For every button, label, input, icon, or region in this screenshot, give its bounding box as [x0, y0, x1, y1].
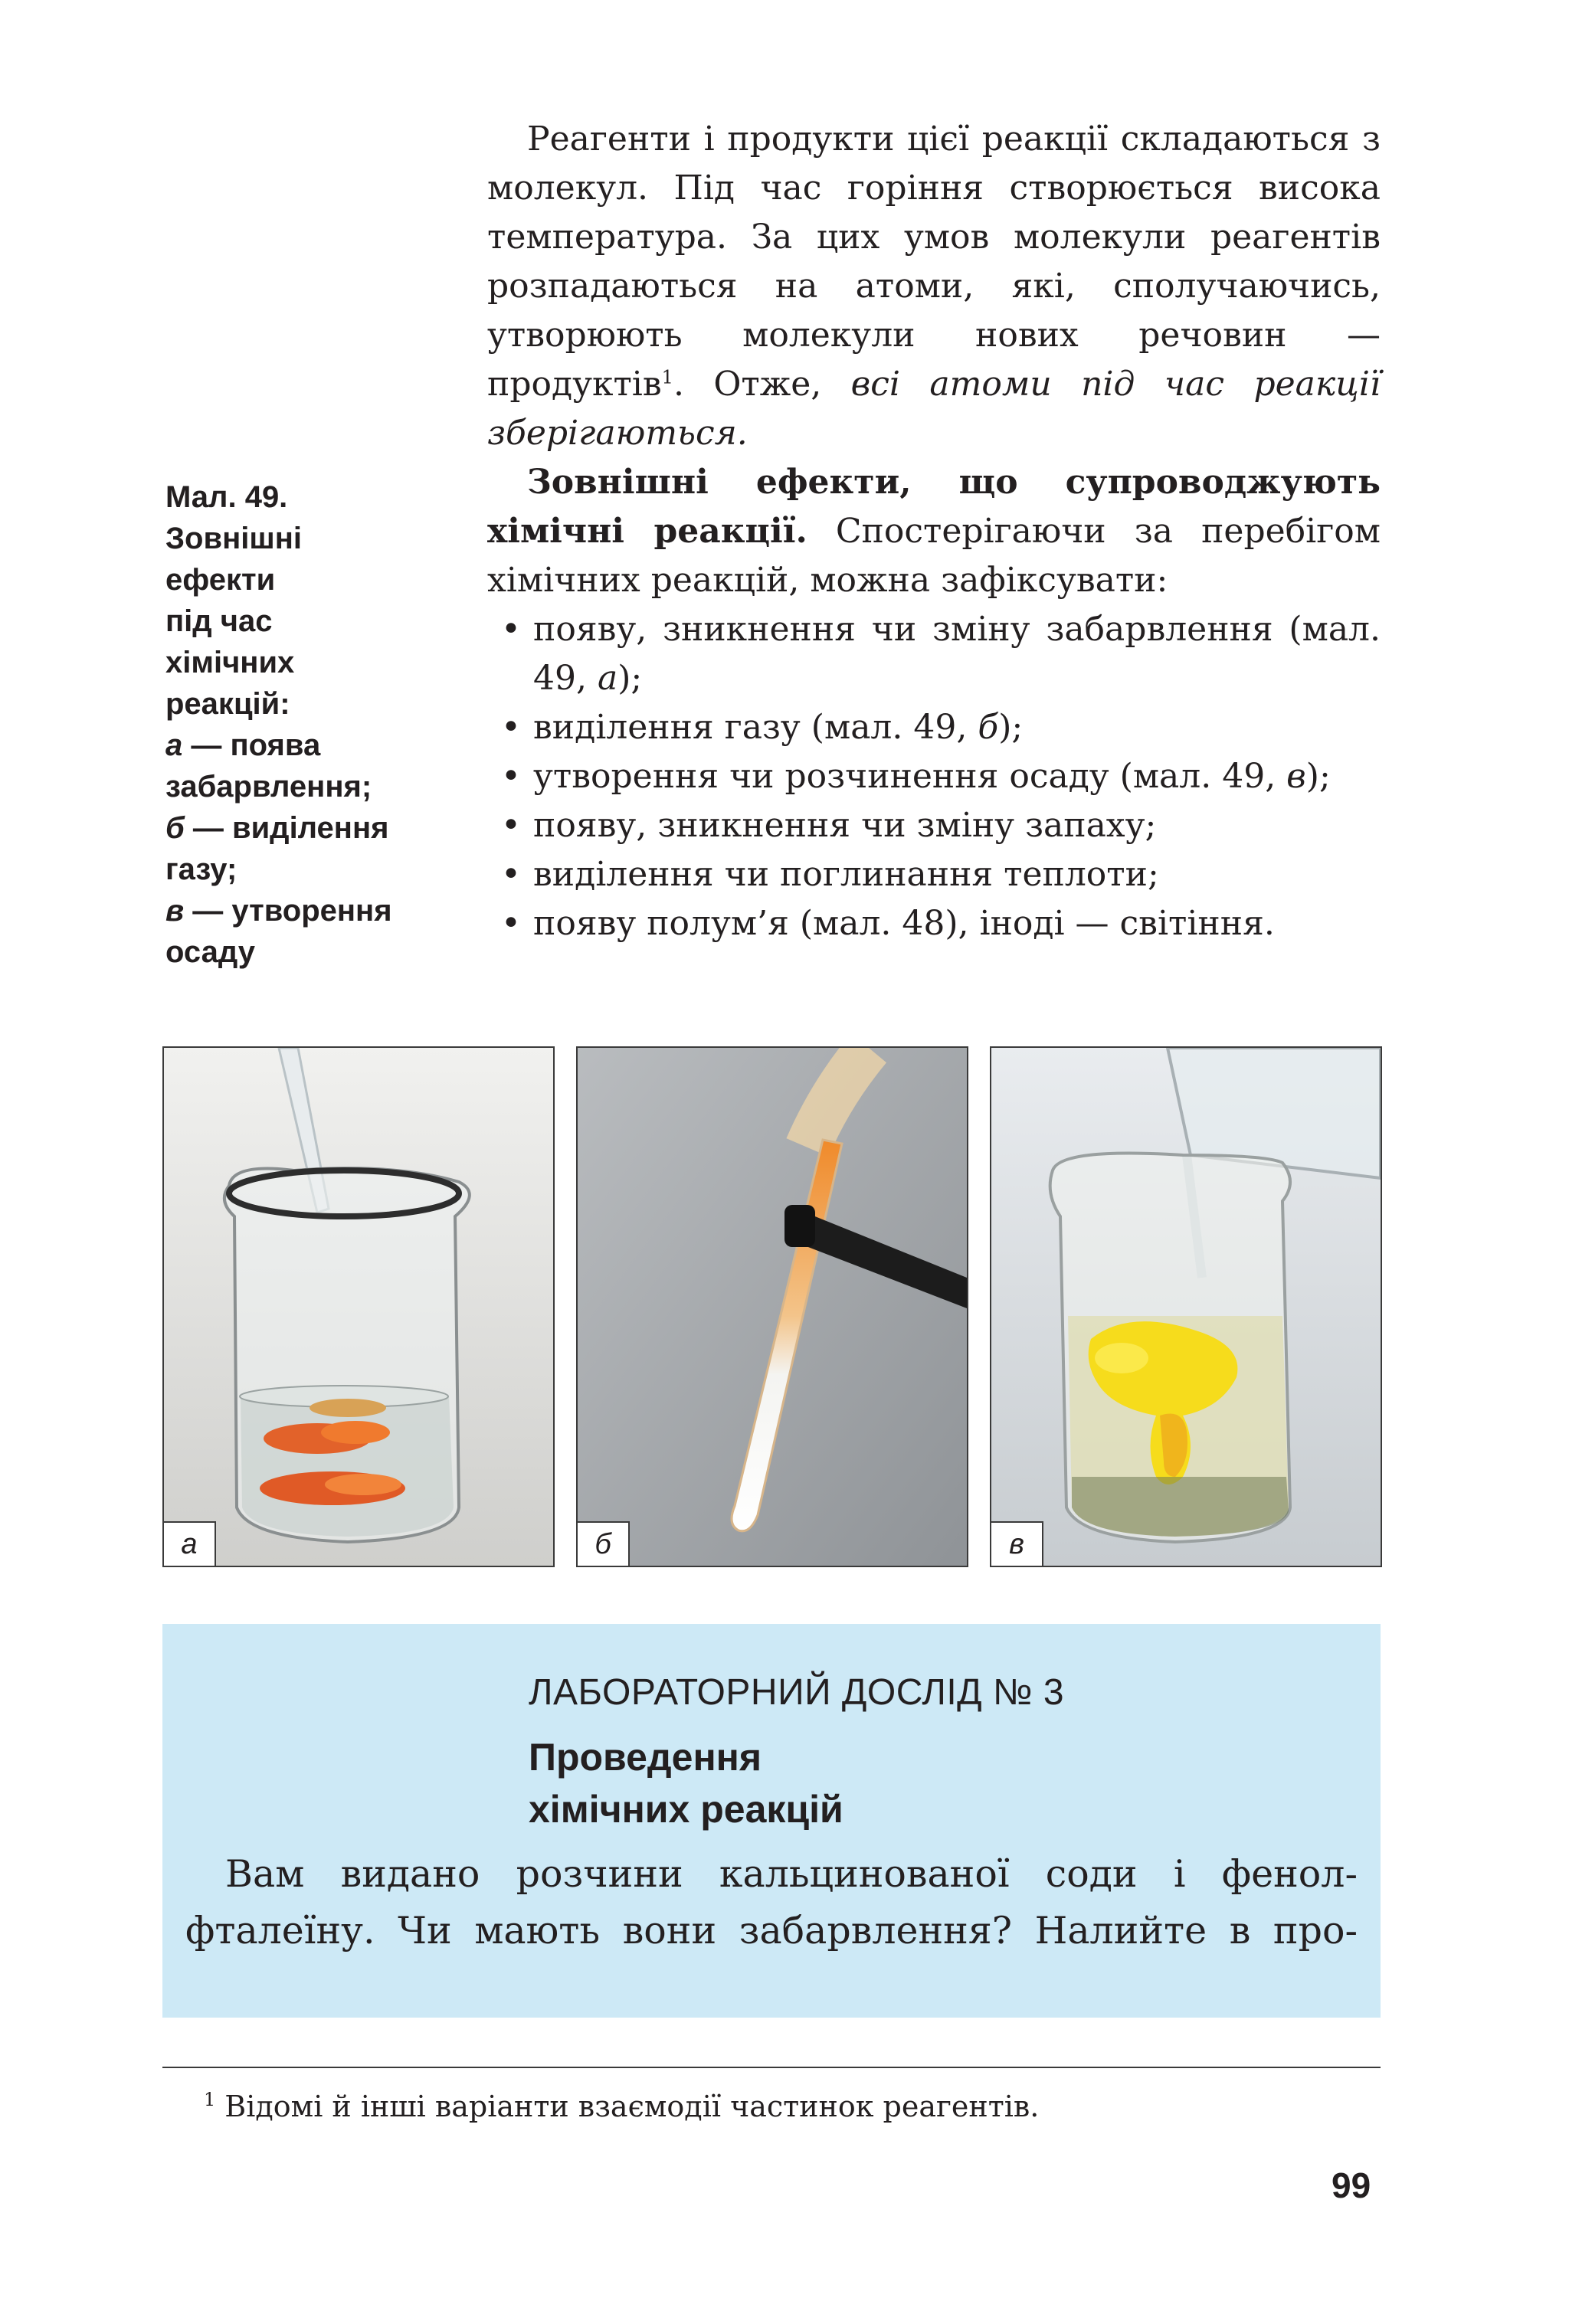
caption-item [165, 849, 434, 890]
list-item [487, 850, 1381, 899]
lab-title-line: хімічних реакцій [529, 1788, 843, 1831]
list-item [487, 899, 1381, 948]
italic-conclusion: всі атоми під час реакції зберігаються. [487, 365, 1381, 453]
lab-body-text: Вам видано розчини кальцинованої соди і фенолфталеїну. Чи мають вони забарвлення? Налийте в про- [185, 1852, 1358, 1952]
caption-letter: а [165, 728, 183, 762]
photo-precipitate [990, 1046, 1382, 1567]
paragraph-effects [487, 458, 1381, 605]
caption-title: Мал. 49. [165, 480, 288, 514]
lab-experiment-box [162, 1624, 1381, 2018]
paragraph-text-cont: . Отже, [673, 365, 851, 404]
footnote-mark: 1 [204, 2089, 216, 2111]
footnote-text: Відомі й інші варіанти взаємодії частинок реагентів. [224, 2090, 1040, 2123]
caption-item [165, 807, 434, 849]
test-tube-illustration [578, 1048, 967, 1566]
paragraph-text: Реагенти і продукти цієї реакції складаються з молекул. Під час горіння створюється висока температура. За цих умов молекули реагентів розпадаються на атоми, які, сполучаючись, утворюють молекули нових речовин — продуктів [487, 119, 1381, 404]
list-item [487, 605, 1381, 703]
list-item-letter: в [1286, 757, 1306, 796]
caption-item [165, 931, 434, 973]
list-item-text: появу, зникнення чи зміну запаху; [533, 806, 1157, 845]
list-item-text: появу полум’я (мал. 48), іноді — світіння. [533, 904, 1275, 943]
list-item-end: ); [998, 708, 1024, 747]
page-number: 99 [1332, 2165, 1371, 2205]
caption-line: хімічних [165, 646, 295, 679]
beaker-illustration [164, 1048, 553, 1566]
caption-item-text: осаду [165, 935, 256, 969]
caption-item-text: забарвлення; [165, 770, 372, 804]
caption-line: ефекти [165, 563, 276, 597]
list-item-letter: б [978, 708, 999, 747]
lab-heading: ЛАБОРАТОРНИЙ ДОСЛІД № 3 [529, 1672, 1065, 1713]
photo-label: а [164, 1521, 216, 1566]
caption-line: Зовнішні [165, 522, 302, 555]
effects-list [487, 605, 1381, 948]
lab-title-line: Проведення [529, 1736, 762, 1779]
list-item-letter: а [597, 659, 618, 698]
caption-item-text: газу; [165, 853, 237, 886]
main-text [487, 115, 1381, 948]
caption-item-text: — утворення [184, 894, 392, 928]
list-item-text: утворення чи розчинення осаду (мал. 49, [533, 757, 1287, 796]
photo-gas-release [576, 1046, 968, 1567]
caption-line: під час [165, 604, 273, 638]
caption-item [165, 725, 434, 766]
list-item [487, 752, 1381, 801]
lab-body [185, 1846, 1358, 1959]
paragraph-reagents [487, 115, 1381, 458]
caption-item-text: — поява [182, 728, 321, 762]
list-item-end: ); [617, 659, 643, 698]
caption-letter: б [165, 811, 185, 845]
caption-letter: в [165, 894, 185, 928]
caption-item [165, 766, 434, 807]
footnote-ref[interactable]: 1 [661, 366, 673, 388]
paragraph-text: Спостерігаючи за перебігом хімічних реакцій, можна зафіксувати: [487, 512, 1381, 600]
photo-color-change [162, 1046, 555, 1567]
list-item [487, 801, 1381, 850]
caption-item-text: — виділення [184, 811, 389, 845]
figure-caption [165, 476, 434, 973]
list-item [487, 703, 1381, 752]
beaker-illustration [991, 1048, 1381, 1566]
caption-item [165, 890, 434, 931]
caption-line: реакцій: [165, 687, 290, 721]
footnote-divider [162, 2067, 1381, 2068]
section-heading: Зовнішні ефекти, що супроводжують хімічні реакції. [487, 463, 1381, 551]
list-item-end: ); [1305, 757, 1331, 796]
footnote [204, 2090, 1039, 2123]
list-item-text: появу, зникнення чи зміну забарвлення (мал. 49, [533, 610, 1381, 698]
lab-title [529, 1731, 843, 1835]
list-item-text: виділення газу (мал. 49, [533, 708, 978, 747]
photo-label: б [578, 1521, 630, 1566]
photo-label: в [991, 1521, 1043, 1566]
list-item-text: виділення чи поглинання теплоти; [533, 855, 1159, 894]
